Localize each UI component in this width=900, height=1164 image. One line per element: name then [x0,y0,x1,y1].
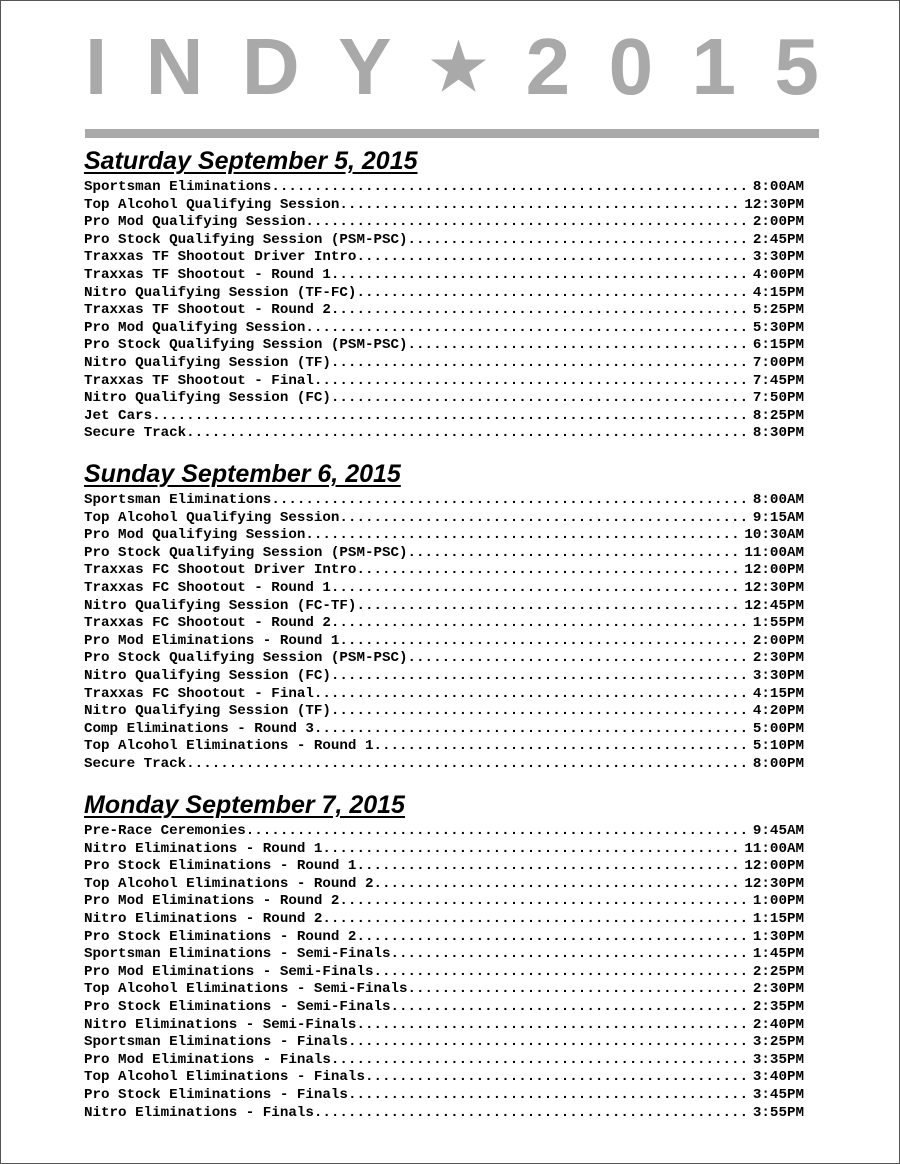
dot-leader [322,911,749,929]
event-name: Top Alcohol Qualifying Session [84,196,340,213]
dot-leader [356,929,748,947]
event-name: Pro Mod Eliminations - Round 2 [84,893,340,910]
event-time: 4:15PM [752,685,804,702]
schedule-row [84,650,804,668]
schedule-row [84,964,804,982]
event-name: Top Alcohol Eliminations - Semi-Finals [84,981,408,998]
event-time: 8:30PM [752,425,804,442]
dot-leader [356,858,740,876]
schedule-row [84,721,804,739]
schedule-row [84,425,804,443]
event-time: 2:30PM [752,981,804,998]
event-time: 3:35PM [752,1051,804,1068]
dot-leader [339,893,748,911]
event-name: Pro Stock Eliminations - Round 2 [84,928,357,945]
dot-leader [314,373,749,391]
event-time: 10:30AM [744,527,804,544]
schedule-row [84,876,804,894]
schedule-row [84,668,804,686]
schedule-row [84,562,804,580]
title-letter: I [85,22,108,111]
event-name: Pro Stock Eliminations - Finals [84,1086,348,1103]
event-time: 11:00AM [744,544,804,561]
schedule-row [84,633,804,651]
event-name: Nitro Qualifying Session (FC-TF) [84,597,357,614]
event-name: Jet Cars [84,407,153,424]
dot-leader [408,232,749,250]
dot-leader [356,249,748,267]
schedule-row [84,1034,804,1052]
event-name: Sportsman Eliminations - Semi-Finals [84,946,391,963]
dot-leader [246,823,749,841]
dot-leader [373,964,748,982]
event-time: 5:00PM [752,720,804,737]
schedule-row [84,738,804,756]
dot-leader [339,197,740,215]
dot-leader [305,527,740,545]
event-time: 2:35PM [752,998,804,1015]
schedule-row [84,1105,804,1123]
schedule-row [84,929,804,947]
event-time: 3:30PM [752,667,804,684]
dot-leader [408,981,749,999]
dot-leader [186,425,749,443]
event-time: 7:50PM [752,390,804,407]
schedule-row [84,320,804,338]
event-time: 2:45PM [752,231,804,248]
schedule-row [84,492,804,510]
title-letter: 2 [525,22,571,111]
dot-leader [356,1017,748,1035]
dot-leader [314,686,749,704]
schedule-row [84,1052,804,1070]
schedule-row [84,999,804,1017]
event-name: Top Alcohol Eliminations - Round 2 [84,875,374,892]
event-time: 12:45PM [744,597,804,614]
event-time: 11:00AM [744,840,804,857]
event-name: Pro Mod Eliminations - Finals [84,1051,331,1068]
dot-leader [373,876,740,894]
schedule-list [84,823,804,1122]
dot-leader [331,390,749,408]
event-name: Sportsman Eliminations [84,179,272,195]
schedule-row [84,285,804,303]
schedule-row [84,355,804,373]
schedule-row [84,545,804,563]
event-name: Top Alcohol Eliminations - Finals [84,1069,365,1086]
event-name: Traxxas TF Shootout - Round 2 [84,302,331,319]
event-time: 12:30PM [744,196,804,213]
event-time: 7:00PM [752,354,804,371]
event-name: Traxxas TF Shootout - Final [84,372,314,389]
event-time: 8:25PM [752,407,804,424]
dot-leader [305,214,749,232]
event-name: Traxxas FC Shootout - Final [84,685,314,702]
dot-leader [356,285,748,303]
day-heading: Saturday September 5, 2015 [84,147,418,175]
schedule-row [84,981,804,999]
event-name: Secure Track [84,755,187,772]
schedule-row [84,911,804,929]
schedule-row [84,580,804,598]
event-name: Pro Stock Qualifying Session (PSM-PSC) [84,231,408,248]
event-name: Pro Mod Eliminations - Round 1 [84,632,340,649]
event-time: 3:45PM [752,1086,804,1103]
event-name: Secure Track [84,425,187,442]
schedule-row [84,841,804,859]
event-time: 3:40PM [752,1069,804,1086]
event-name: Pro Mod Qualifying Session [84,214,306,231]
title-letter: 0 [608,22,654,111]
day-heading: Sunday September 6, 2015 [84,460,401,488]
event-time: 8:00PM [752,755,804,772]
dot-leader [391,999,749,1017]
event-name: Traxxas FC Shootout Driver Intro [84,562,357,579]
event-time: 7:45PM [752,372,804,389]
dot-leader [356,598,740,616]
schedule-row [84,893,804,911]
dot-leader [365,1069,749,1087]
dot-leader [348,1034,749,1052]
event-time: 1:45PM [752,946,804,963]
schedule-row [84,858,804,876]
schedule-row [84,615,804,633]
event-name: Nitro Qualifying Session (TF) [84,354,331,371]
event-name: Traxxas TF Shootout - Round 1 [84,266,331,283]
dot-leader [331,302,749,320]
schedule-row [84,946,804,964]
title-letter: N [145,22,204,111]
dot-leader [408,337,749,355]
event-name: Pro Stock Qualifying Session (PSM-PSC) [84,544,408,561]
schedule-row [84,179,804,197]
event-time: 1:00PM [752,893,804,910]
event-name: Nitro Eliminations - Round 2 [84,910,323,927]
dot-leader [408,545,741,563]
schedule-row [84,1069,804,1087]
schedule-row [84,373,804,391]
page-header [85,22,819,115]
event-time: 2:25PM [752,963,804,980]
dot-leader [314,721,749,739]
event-name: Sportsman Eliminations [84,492,272,508]
event-time: 9:45AM [752,823,804,839]
event-time: 6:15PM [752,337,804,354]
header-title [85,22,819,111]
schedule-row [84,510,804,528]
dot-leader [356,562,740,580]
schedule-row [84,390,804,408]
dot-leader [331,703,749,721]
header-divider [85,129,819,138]
schedule-row [84,756,804,774]
star-icon: ★ [429,31,488,103]
dot-leader [305,320,749,338]
event-time: 8:00AM [752,179,804,195]
dot-leader [322,841,740,859]
schedule-row [84,703,804,721]
schedule-row [84,823,804,841]
event-time: 2:30PM [752,650,804,667]
event-time: 3:30PM [752,249,804,266]
event-time: 12:00PM [744,562,804,579]
day-section-monday [84,790,804,1122]
dot-leader [314,1105,749,1123]
dot-leader [373,738,748,756]
day-section-sunday [84,459,804,774]
title-letter: 1 [691,22,736,111]
dot-leader [271,492,749,510]
schedule-row [84,302,804,320]
event-name: Sportsman Eliminations - Finals [84,1034,348,1051]
schedule-row [84,1087,804,1105]
schedule-row [84,267,804,285]
title-letter: D [241,22,300,111]
event-name: Pro Stock Qualifying Session (PSM-PSC) [84,650,408,667]
schedule-list [84,492,804,774]
schedule-row [84,598,804,616]
schedule-row [84,337,804,355]
dot-leader [331,615,749,633]
event-time: 12:00PM [744,858,804,875]
dot-leader [339,633,748,651]
event-time: 4:20PM [752,703,804,720]
event-name: Pro Mod Qualifying Session [84,319,306,336]
event-time: 2:00PM [752,214,804,231]
dot-leader [331,668,749,686]
event-time: 3:55PM [752,1104,804,1121]
event-name: Top Alcohol Eliminations - Round 1 [84,738,374,755]
event-time: 1:55PM [752,615,804,632]
event-name: Nitro Qualifying Session (FC) [84,390,331,407]
event-time: 1:30PM [752,928,804,945]
event-time: 2:00PM [752,632,804,649]
dot-leader [408,650,749,668]
schedule-row [84,527,804,545]
dot-leader [339,510,748,528]
event-name: Nitro Qualifying Session (TF-FC) [84,284,357,301]
event-name: Nitro Eliminations - Semi-Finals [84,1016,357,1033]
event-name: Traxxas FC Shootout - Round 1 [84,579,331,596]
schedule-row [84,232,804,250]
event-name: Pro Stock Eliminations - Round 1 [84,858,357,875]
event-name: Pre-Race Ceremonies [84,823,246,839]
event-time: 3:25PM [752,1034,804,1051]
event-time: 12:30PM [744,875,804,892]
event-time: 5:10PM [752,738,804,755]
schedule-row [84,214,804,232]
day-heading: Monday September 7, 2015 [84,791,405,819]
event-name: Traxxas FC Shootout - Round 2 [84,615,331,632]
event-name: Nitro Qualifying Session (TF) [84,703,331,720]
schedule-row [84,1017,804,1035]
event-name: Pro Stock Eliminations - Semi-Finals [84,998,391,1015]
event-name: Comp Eliminations - Round 3 [84,720,314,737]
dot-leader [271,179,749,197]
event-name: Nitro Eliminations - Round 1 [84,840,323,857]
event-name: Traxxas TF Shootout Driver Intro [84,249,357,266]
event-name: Nitro Qualifying Session (FC) [84,667,331,684]
event-name: Pro Stock Qualifying Session (PSM-PSC) [84,337,408,354]
dot-leader [331,355,749,373]
event-time: 1:15PM [752,910,804,927]
event-time: 5:30PM [752,319,804,336]
dot-leader [391,946,749,964]
event-time: 8:00AM [752,492,804,508]
title-letter: 5 [774,22,819,111]
dot-leader [152,408,749,426]
event-time: 5:25PM [752,302,804,319]
schedule-row [84,686,804,704]
title-letter: Y [338,22,392,111]
event-time: 9:15AM [752,509,804,526]
event-name: Nitro Eliminations - Finals [84,1104,314,1121]
schedule-list [84,179,804,443]
event-time: 2:40PM [752,1016,804,1033]
event-time: 12:30PM [744,579,804,596]
dot-leader [331,267,749,285]
event-time: 4:00PM [752,266,804,283]
dot-leader [331,1052,749,1070]
event-time: 4:15PM [752,284,804,301]
event-name: Top Alcohol Qualifying Session [84,509,340,526]
day-section-saturday [84,146,804,443]
dot-leader [331,580,740,598]
event-name: Pro Mod Qualifying Session [84,527,306,544]
schedule-row [84,249,804,267]
dot-leader [348,1087,749,1105]
schedule-row [84,408,804,426]
event-name: Pro Mod Eliminations - Semi-Finals [84,963,374,980]
schedule-row [84,197,804,215]
dot-leader [186,756,749,774]
